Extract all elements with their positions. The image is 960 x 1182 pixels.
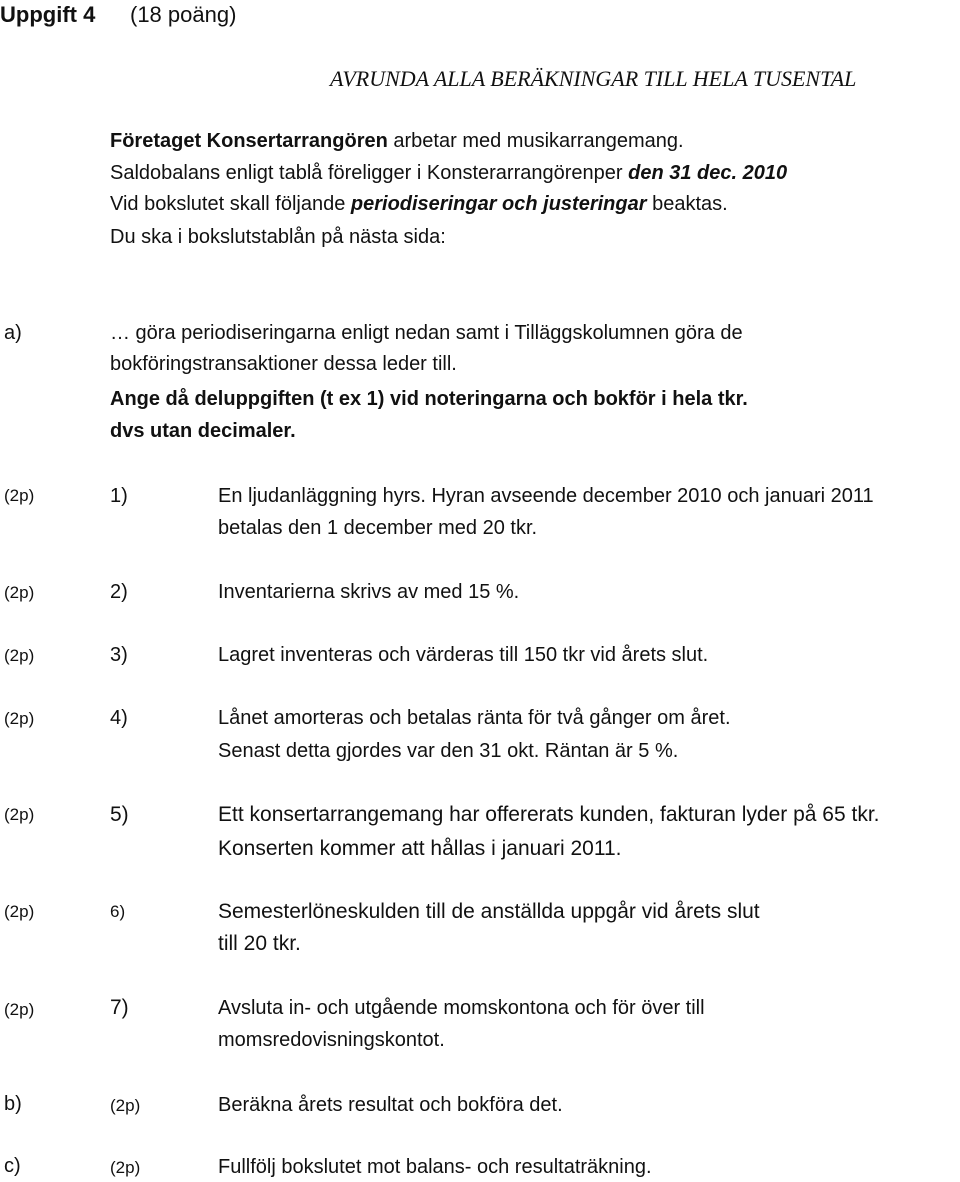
part-a-line-4: dvs utan decimaler. <box>110 420 296 442</box>
item-1-points: (2p) <box>4 486 35 505</box>
part-a-line-2: bokföringstransaktioner dessa leder till. <box>110 353 457 375</box>
item-7-line-1: Avsluta in- och utgående momskontona och för över till <box>218 997 705 1019</box>
item-4-points: (2p) <box>4 709 35 728</box>
item-7-points: (2p) <box>4 1000 35 1019</box>
item-3-line-1: Lagret inventeras och värderas till 150 tkr vid årets slut. <box>218 644 709 666</box>
item-1-number: 1) <box>110 485 128 507</box>
task-points: (18 poäng) <box>130 2 237 27</box>
item-7-number: 7) <box>110 996 129 1019</box>
item-5-number: 5) <box>110 803 129 826</box>
item-3-number: 3) <box>110 644 128 666</box>
intro-line-4: Du ska i bokslutstablån på nästa sida: <box>110 226 446 248</box>
intro-line-2 <box>110 162 787 185</box>
item-5-line-1: Ett konsertarrangemang har offererats kunden, fakturan lyder på 65 tkr. <box>218 803 880 826</box>
part-c-text: Fullfölj bokslutet mot balans- och resultaträkning. <box>218 1156 652 1178</box>
intro-line-1 <box>110 130 684 153</box>
item-6-line-1: Semesterlöneskulden till de anställda uppgår vid årets slut <box>218 900 760 923</box>
item-4-line-2: Senast detta gjordes var den 31 okt. Räntan är 5 %. <box>218 740 679 762</box>
part-a-line-1: … göra periodiseringarna enligt nedan samt i Tilläggskolumnen göra de <box>110 322 743 344</box>
part-b-points: (2p) <box>110 1096 141 1115</box>
item-4-number: 4) <box>110 707 128 729</box>
intro-line-1-rest: arbetar med musikarrangemang. <box>387 130 684 152</box>
item-7-line-2: momsredovisningskontot. <box>218 1029 445 1051</box>
item-2-points: (2p) <box>4 583 35 602</box>
item-6-points: (2p) <box>4 902 35 921</box>
item-2-line-1: Inventarierna skrivs av med 15 %. <box>218 581 520 603</box>
item-1-line-2: betalas den 1 december med 20 tkr. <box>218 517 538 539</box>
item-5-points: (2p) <box>4 805 35 824</box>
item-5-line-2: Konserten kommer att hållas i januari 2011. <box>218 837 622 860</box>
item-1-line-1: En ljudanläggning hyrs. Hyran avseende december 2010 och januari 2011 <box>218 485 874 507</box>
item-6-number: 6) <box>110 902 126 921</box>
part-a-line-3: Ange då deluppgiften (t ex 1) vid noteringarna och bokför i hela tkr. <box>110 388 748 410</box>
adjustments-emphasis: periodiseringar och justeringar <box>350 193 647 215</box>
item-3-points: (2p) <box>4 646 35 665</box>
item-4-line-1: Lånet amorteras och betalas ränta för två gånger om året. <box>218 707 731 729</box>
part-c-label: c) <box>4 1155 21 1177</box>
company-name: Företaget Konsertarrangören <box>110 130 388 152</box>
part-b-text: Beräkna årets resultat och bokföra det. <box>218 1094 563 1116</box>
balance-date: den 31 dec. 2010 <box>628 162 788 184</box>
intro-line-2-text: Saldobalans enligt tablå föreligger i Konsterarrangörenper <box>110 162 629 184</box>
part-c-points: (2p) <box>110 1158 141 1177</box>
item-2-number: 2) <box>110 581 128 603</box>
intro-line-3-text: Vid bokslutet skall följande <box>110 193 351 215</box>
intro-line-3-post: beaktas. <box>646 193 728 215</box>
rounding-instruction: AVRUNDA ALLA BERÄKNINGAR TILL HELA TUSENTAL <box>330 66 857 91</box>
item-6-line-2: till 20 tkr. <box>218 932 301 955</box>
part-a-label: a) <box>4 322 22 344</box>
intro-line-3 <box>110 193 728 216</box>
task-title: Uppgift 4 <box>0 2 96 27</box>
part-b-label: b) <box>4 1093 22 1115</box>
